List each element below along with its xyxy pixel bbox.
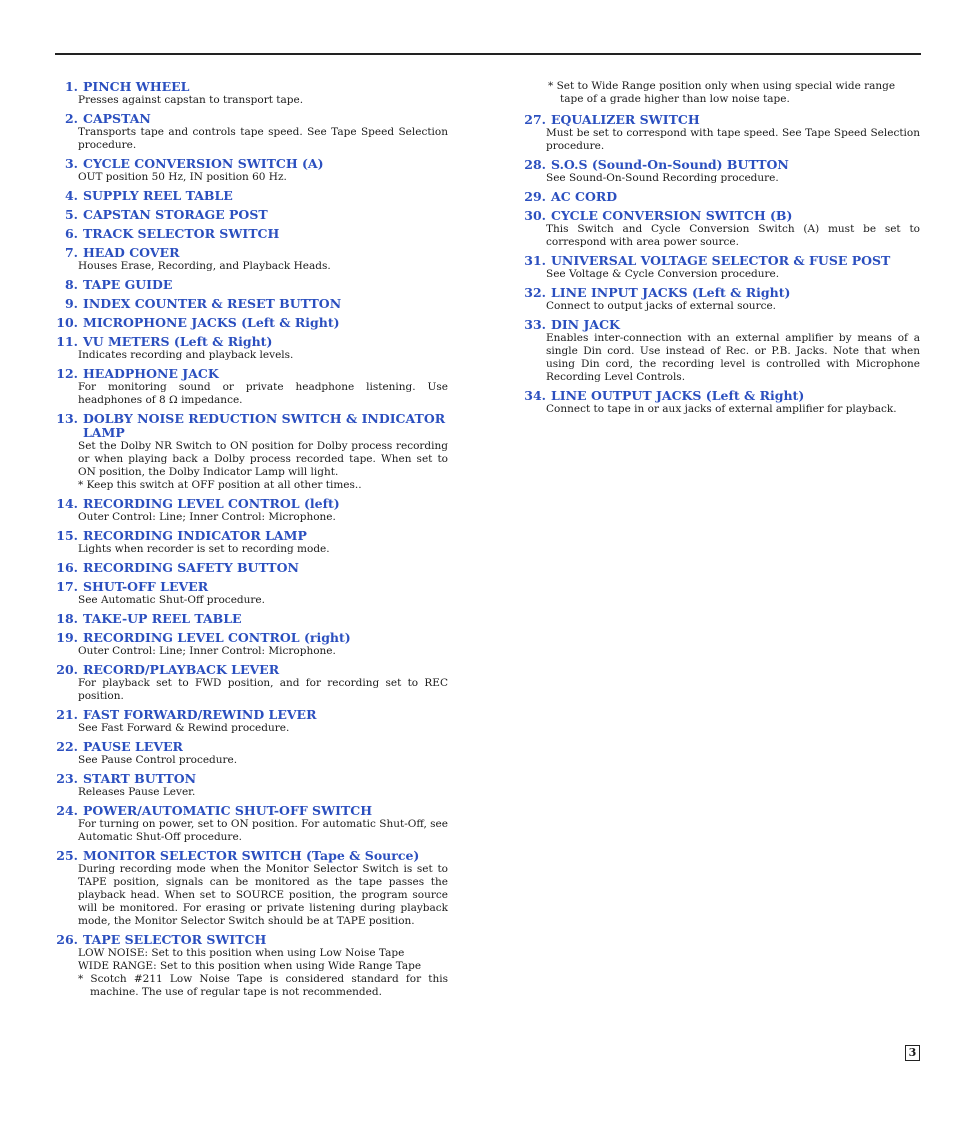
item-heading xyxy=(520,286,920,300)
item-title: CYCLE CONVERSION SWITCH (B) xyxy=(551,208,793,223)
item-number: 3. xyxy=(64,156,78,171)
item-number: 30. xyxy=(524,208,546,223)
item-title: SUPPLY REEL TABLE xyxy=(83,188,233,203)
item-number: 34. xyxy=(524,388,546,403)
item-title: RECORDING LEVEL CONTROL (left) xyxy=(83,496,340,511)
parts-item-microphone-jacks-left-right xyxy=(52,316,448,330)
item-heading xyxy=(52,529,448,543)
item-number: 32. xyxy=(524,285,546,300)
item-title: RECORDING SAFETY BUTTON xyxy=(83,560,299,575)
item-heading xyxy=(520,113,920,127)
left-column xyxy=(52,80,448,1004)
item-number: 18. xyxy=(56,611,78,626)
description-line: For turning on power, set to ON position. For automatic Shut-Off, see Automatic Shut-Off procedure. xyxy=(78,818,448,843)
item-description xyxy=(78,349,448,362)
description-line: Releases Pause Lever. xyxy=(78,786,196,798)
item-title: AC CORD xyxy=(551,189,618,204)
item-description xyxy=(78,543,448,556)
item-number: 2. xyxy=(64,111,78,126)
item-number: 33. xyxy=(524,317,546,332)
item-number: 5. xyxy=(64,207,78,222)
description-line: Presses against capstan to transport tape. xyxy=(78,94,304,106)
item-heading xyxy=(52,612,448,626)
item-heading xyxy=(52,708,448,722)
description-line: See Pause Control procedure. xyxy=(78,754,238,766)
item-heading xyxy=(52,497,448,511)
item-heading xyxy=(52,227,448,241)
item-number: 11. xyxy=(56,334,78,349)
item-number: 4. xyxy=(64,188,78,203)
description-line: Outer Control: Line; Inner Control: Microphone. xyxy=(78,511,336,523)
item-number: 17. xyxy=(56,579,78,594)
parts-item-take-up-reel-table xyxy=(52,612,448,626)
parts-item-line-output-jacks-left-right xyxy=(520,389,920,416)
description-line: See Fast Forward & Rewind procedure. xyxy=(78,722,290,734)
item-heading xyxy=(520,254,920,268)
page-number: 3 xyxy=(905,1045,920,1061)
item-title: TAPE GUIDE xyxy=(83,277,173,292)
description-line: For monitoring sound or private headphone listening. Use headphones of 8 Ω impedance. xyxy=(78,381,448,406)
description-line: This Switch and Cycle Conversion Switch (A) must be set to correspond with area power source. xyxy=(546,223,920,248)
item-heading xyxy=(520,190,920,204)
parts-item-supply-reel-table xyxy=(52,189,448,203)
description-line: Indicates recording and playback levels. xyxy=(78,349,294,361)
item-title: S.O.S (Sound-On-Sound) BUTTON xyxy=(551,157,789,172)
item-heading xyxy=(52,772,448,786)
item-number: 21. xyxy=(56,707,78,722)
item-title: RECORD/PLAYBACK LEVER xyxy=(83,662,280,677)
item-heading xyxy=(52,335,448,349)
continued-note: * Set to Wide Range position only when using special wide range tape of a grade higher than low noise tape. xyxy=(548,80,896,105)
item-title: EQUALIZER SWITCH xyxy=(551,112,700,127)
item-heading xyxy=(52,663,448,677)
item-description xyxy=(78,260,448,273)
item-number: 12. xyxy=(56,366,78,381)
description-line: During recording mode when the Monitor Selector Switch is set to TAPE position, signals can be monitored as the tape passes the playback head. When set to SOURCE position, the program source will be monitored. For erasing or private listening during playback mode, the Monitor Selector Switch should be at TAPE position. xyxy=(78,863,448,927)
item-title: FAST FORWARD/REWIND LEVER xyxy=(83,707,317,722)
parts-item-ac-cord xyxy=(520,190,920,204)
item-heading xyxy=(520,209,920,223)
item-description xyxy=(546,127,920,153)
top-rule xyxy=(55,53,921,55)
item-description xyxy=(546,332,920,384)
item-number: 27. xyxy=(524,112,546,127)
item-description xyxy=(78,786,448,799)
description-line: LOW NOISE: Set to this position when using Low Noise Tape xyxy=(78,947,405,959)
parts-item-recording-indicator-lamp xyxy=(52,529,448,556)
parts-item-monitor-selector-switch-tape-source xyxy=(52,849,448,928)
parts-item-shut-off-lever xyxy=(52,580,448,607)
description-line: Connect to tape in or aux jacks of external amplifier for playback. xyxy=(546,403,897,415)
item-heading xyxy=(52,112,448,126)
parts-item-s-o-s-sound-on-sound-button xyxy=(520,158,920,185)
item-number: 31. xyxy=(524,253,546,268)
item-number: 19. xyxy=(56,630,78,645)
item-number: 22. xyxy=(56,739,78,754)
item-title: UNIVERSAL VOLTAGE SELECTOR & FUSE POST xyxy=(551,253,891,268)
item-heading xyxy=(52,246,448,260)
item-heading xyxy=(520,158,920,172)
item-title: CAPSTAN xyxy=(83,111,151,126)
item-note: * Keep this switch at OFF position at all other times.. xyxy=(78,479,362,491)
item-description xyxy=(78,171,448,184)
item-heading xyxy=(52,804,448,818)
parts-item-recording-safety-button xyxy=(52,561,448,575)
item-number: 6. xyxy=(64,226,78,241)
description-line: WIDE RANGE: Set to this position when using Wide Range Tape xyxy=(78,960,422,972)
item-heading xyxy=(52,561,448,575)
parts-item-vu-meters-left-right xyxy=(52,335,448,362)
item-note: * Scotch #211 Low Noise Tape is considered standard for this machine. The use of regular tape is not recommended. xyxy=(78,973,448,998)
parts-item-headphone-jack xyxy=(52,367,448,407)
item-number: 16. xyxy=(56,560,78,575)
item-number: 7. xyxy=(64,245,78,260)
description-line: Enables inter-connection with an external amplifier by means of a single Din cord. Use instead of Rec. or P.B. Jacks. Note that when using Din cord, the recording level is controlled with Microphone Recording Level Controls. xyxy=(546,332,920,383)
item-heading xyxy=(52,189,448,203)
item-description xyxy=(78,381,448,407)
item-title: TAKE-UP REEL TABLE xyxy=(83,611,242,626)
parts-item-din-jack xyxy=(520,318,920,384)
parts-item-start-button xyxy=(52,772,448,799)
item-number: 10. xyxy=(56,315,78,330)
parts-item-tape-selector-switch xyxy=(52,933,448,999)
parts-item-recording-level-control-right xyxy=(52,631,448,658)
parts-item-capstan-storage-post xyxy=(52,208,448,222)
item-heading xyxy=(52,580,448,594)
item-number: 29. xyxy=(524,189,546,204)
item-heading xyxy=(52,157,448,171)
parts-item-index-counter-reset-button xyxy=(52,297,448,311)
description-line: Set the Dolby NR Switch to ON position for Dolby process recording or when playing back a Dolby process recorded tape. When set to ON position, the Dolby Indicator Lamp will light. xyxy=(78,440,448,478)
item-number: 1. xyxy=(64,79,78,94)
item-title: HEAD COVER xyxy=(83,245,180,260)
item-description xyxy=(78,863,448,928)
item-number: 28. xyxy=(524,157,546,172)
item-title: CAPSTAN STORAGE POST xyxy=(83,207,268,222)
item-title: CYCLE CONVERSION SWITCH (A) xyxy=(83,156,324,171)
item-title: PAUSE LEVER xyxy=(83,739,183,754)
item-title: START BUTTON xyxy=(83,771,197,786)
item-number: 24. xyxy=(56,803,78,818)
item-description xyxy=(78,754,448,767)
item-title: HEADPHONE JACK xyxy=(83,366,219,381)
item-number: 25. xyxy=(56,848,78,863)
parts-item-capstan xyxy=(52,112,448,152)
item-number: 14. xyxy=(56,496,78,511)
item-description xyxy=(78,677,448,703)
item-description xyxy=(78,94,448,107)
parts-item-track-selector-switch xyxy=(52,227,448,241)
parts-item-record-playback-lever xyxy=(52,663,448,703)
description-line: Connect to output jacks of external source. xyxy=(546,300,777,312)
description-line: See Automatic Shut-Off procedure. xyxy=(78,594,265,606)
item-description xyxy=(546,223,920,249)
item-title: VU METERS (Left & Right) xyxy=(83,334,273,349)
item-description xyxy=(546,403,920,416)
item-title: LINE OUTPUT JACKS (Left & Right) xyxy=(551,388,805,403)
item-heading xyxy=(52,631,448,645)
parts-item-tape-guide xyxy=(52,278,448,292)
parts-item-head-cover xyxy=(52,246,448,273)
item-title: INDEX COUNTER & RESET BUTTON xyxy=(83,296,342,311)
item-heading xyxy=(52,80,448,94)
description-line: Houses Erase, Recording, and Playback Heads. xyxy=(78,260,331,272)
item-heading xyxy=(52,412,448,440)
item-title: SHUT-OFF LEVER xyxy=(83,579,209,594)
description-line: OUT position 50 Hz, IN position 60 Hz. xyxy=(78,171,287,183)
item-description xyxy=(78,594,448,607)
description-line: Outer Control: Line; Inner Control: Microphone. xyxy=(78,645,336,657)
item-title: RECORDING INDICATOR LAMP xyxy=(83,528,307,543)
item-title: TRACK SELECTOR SWITCH xyxy=(83,226,280,241)
parts-item-recording-level-control-left xyxy=(52,497,448,524)
parts-item-pinch-wheel xyxy=(52,80,448,107)
item-heading xyxy=(52,316,448,330)
item-description xyxy=(78,645,448,658)
item-title: LINE INPUT JACKS (Left & Right) xyxy=(551,285,791,300)
item-description xyxy=(78,440,448,492)
item-description xyxy=(78,126,448,152)
item-number: 20. xyxy=(56,662,78,677)
parts-item-universal-voltage-selector-fuse-post xyxy=(520,254,920,281)
right-column xyxy=(520,80,920,421)
parts-item-cycle-conversion-switch-b xyxy=(520,209,920,249)
item-heading xyxy=(52,278,448,292)
parts-item-equalizer-switch xyxy=(520,113,920,153)
item-heading xyxy=(52,297,448,311)
parts-item-line-input-jacks-left-right xyxy=(520,286,920,313)
item-description xyxy=(546,300,920,313)
description-line: Transports tape and controls tape speed. See Tape Speed Selection procedure. xyxy=(78,126,448,151)
parts-item-pause-lever xyxy=(52,740,448,767)
parts-item-power-automatic-shut-off-switch xyxy=(52,804,448,844)
item-description xyxy=(78,511,448,524)
parts-item-dolby-noise-reduction-switch-indicator-lamp xyxy=(52,412,448,492)
item-number: 13. xyxy=(56,411,78,426)
item-description xyxy=(78,818,448,844)
item-title: RECORDING LEVEL CONTROL (right) xyxy=(83,630,351,645)
item-description xyxy=(78,722,448,735)
item-number: 15. xyxy=(56,528,78,543)
item-number: 23. xyxy=(56,771,78,786)
item-description xyxy=(546,172,920,185)
item-description xyxy=(546,268,920,281)
item-heading xyxy=(52,740,448,754)
item-title: MICROPHONE JACKS (Left & Right) xyxy=(83,315,340,330)
description-line: See Voltage & Cycle Conversion procedure. xyxy=(546,268,780,280)
item-title: TAPE SELECTOR SWITCH xyxy=(83,932,267,947)
item-title: DOLBY NOISE REDUCTION SWITCH & INDICATOR LAMP xyxy=(83,411,446,440)
parts-item-fast-forward-rewind-lever xyxy=(52,708,448,735)
item-heading xyxy=(52,367,448,381)
parts-item-cycle-conversion-switch-a xyxy=(52,157,448,184)
item-description xyxy=(78,947,448,999)
description-line: For playback set to FWD position, and for recording set to REC position. xyxy=(78,677,448,702)
item-number: 9. xyxy=(64,296,78,311)
item-heading xyxy=(520,389,920,403)
item-number: 26. xyxy=(56,932,78,947)
description-line: See Sound-On-Sound Recording procedure. xyxy=(546,172,779,184)
item-heading xyxy=(52,208,448,222)
item-title: MONITOR SELECTOR SWITCH (Tape & Source) xyxy=(83,848,420,863)
item-heading xyxy=(520,318,920,332)
item-title: DIN JACK xyxy=(551,317,620,332)
item-title: POWER/AUTOMATIC SHUT-OFF SWITCH xyxy=(83,803,373,818)
item-number: 8. xyxy=(64,277,78,292)
item-heading xyxy=(52,933,448,947)
item-title: PINCH WHEEL xyxy=(83,79,190,94)
item-heading xyxy=(52,849,448,863)
description-line: Lights when recorder is set to recording mode. xyxy=(78,543,330,555)
description-line: Must be set to correspond with tape speed. See Tape Speed Selection procedure. xyxy=(546,127,920,152)
